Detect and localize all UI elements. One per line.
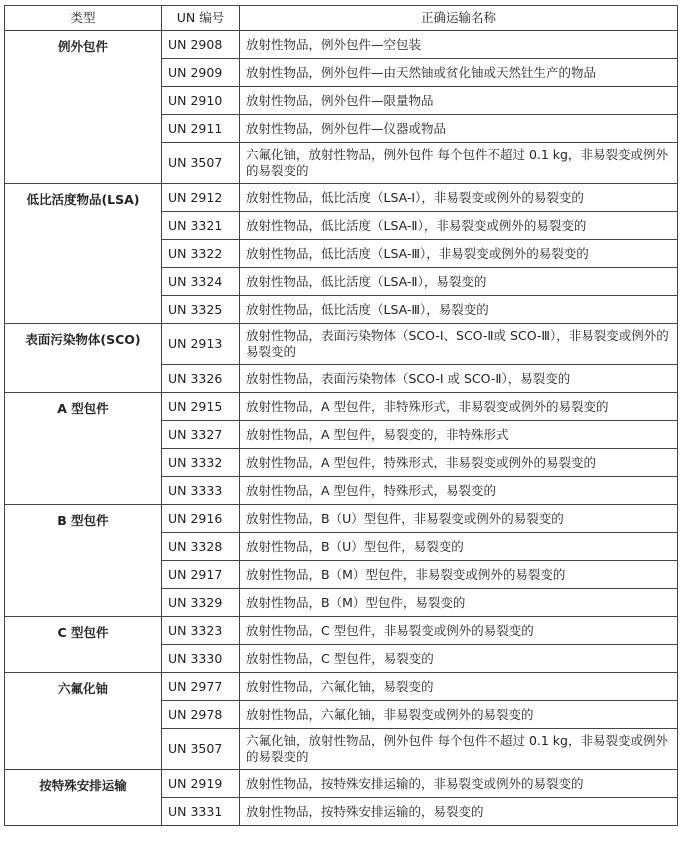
shipping-name-cell: 放射性物品，例外包件—空包装 bbox=[240, 31, 678, 59]
category-cell: B 型包件 bbox=[5, 505, 162, 617]
un-number-cell: UN 3326 bbox=[162, 365, 240, 393]
header-type: 类型 bbox=[5, 6, 162, 31]
table-row bbox=[5, 673, 678, 701]
shipping-name-cell: 放射性物品，低比活度（LSA-Ⅱ），非易裂变或例外的易裂变的 bbox=[240, 212, 678, 240]
un-number-cell: UN 3322 bbox=[162, 240, 240, 268]
table-body bbox=[5, 31, 678, 826]
shipping-name-cell: 放射性物品，A 型包件，易裂变的，非特殊形式 bbox=[240, 421, 678, 449]
un-number-cell: UN 2917 bbox=[162, 561, 240, 589]
shipping-name-cell: 放射性物品，B（U）型包件，非易裂变或例外的易裂变的 bbox=[240, 505, 678, 533]
shipping-name-cell: 放射性物品，例外包件—由天然铀或贫化铀或天然钍生产的物品 bbox=[240, 59, 678, 87]
shipping-name-cell: 放射性物品，表面污染物体（SCO-Ⅰ、SCO-Ⅱ或 SCO-Ⅲ），非易裂变或例外的易裂变的 bbox=[240, 324, 678, 365]
shipping-name-cell: 六氟化铀，放射性物品，例外包件 每个包件不超过 0.1 kg，非易裂变或例外的易裂变的 bbox=[240, 729, 678, 770]
shipping-name-cell: 放射性物品，A 型包件，非特殊形式，非易裂变或例外的易裂变的 bbox=[240, 393, 678, 421]
un-number-cell: UN 3507 bbox=[162, 143, 240, 184]
table-row bbox=[5, 184, 678, 212]
header-row bbox=[5, 6, 678, 31]
un-number-cell: UN 2916 bbox=[162, 505, 240, 533]
un-number-cell: UN 2909 bbox=[162, 59, 240, 87]
table-row bbox=[5, 31, 678, 59]
un-number-cell: UN 2913 bbox=[162, 324, 240, 365]
shipping-name-cell: 放射性物品，低比活度（LSA-Ⅱ），易裂变的 bbox=[240, 268, 678, 296]
shipping-name-cell: 放射性物品，B（M）型包件，非易裂变或例外的易裂变的 bbox=[240, 561, 678, 589]
shipping-name-cell: 放射性物品，按特殊安排运输的，非易裂变或例外的易裂变的 bbox=[240, 770, 678, 798]
category-cell: C 型包件 bbox=[5, 617, 162, 673]
category-cell: 低比活度物品(LSA) bbox=[5, 184, 162, 324]
table-row bbox=[5, 770, 678, 798]
shipping-name-cell: 放射性物品，A 型包件，特殊形式，易裂变的 bbox=[240, 477, 678, 505]
shipping-name-cell: 放射性物品，C 型包件，易裂变的 bbox=[240, 645, 678, 673]
un-number-cell: UN 2919 bbox=[162, 770, 240, 798]
table-row bbox=[5, 505, 678, 533]
shipping-name-cell: 放射性物品，按特殊安排运输的，易裂变的 bbox=[240, 798, 678, 826]
un-number-cell: UN 3325 bbox=[162, 296, 240, 324]
un-number-cell: UN 3507 bbox=[162, 729, 240, 770]
un-number-cell: UN 2911 bbox=[162, 115, 240, 143]
shipping-name-cell: 放射性物品，低比活度（LSA-Ⅰ），非易裂变或例外的易裂变的 bbox=[240, 184, 678, 212]
un-number-table bbox=[4, 5, 678, 826]
shipping-name-cell: 放射性物品，低比活度（LSA-Ⅲ），易裂变的 bbox=[240, 296, 678, 324]
un-number-cell: UN 2910 bbox=[162, 87, 240, 115]
un-number-cell: UN 3327 bbox=[162, 421, 240, 449]
shipping-name-cell: 放射性物品，B（M）型包件，易裂变的 bbox=[240, 589, 678, 617]
category-cell: A 型包件 bbox=[5, 393, 162, 505]
shipping-name-cell: 六氟化铀，放射性物品，例外包件 每个包件不超过 0.1 kg，非易裂变或例外的易裂变的 bbox=[240, 143, 678, 184]
table-row bbox=[5, 617, 678, 645]
un-number-cell: UN 2908 bbox=[162, 31, 240, 59]
category-cell: 六氟化铀 bbox=[5, 673, 162, 770]
shipping-name-cell: 放射性物品，例外包件—仪器或物品 bbox=[240, 115, 678, 143]
shipping-name-cell: 放射性物品，A 型包件，特殊形式，非易裂变或例外的易裂变的 bbox=[240, 449, 678, 477]
un-number-cell: UN 3330 bbox=[162, 645, 240, 673]
header-shipping-name: 正确运输名称 bbox=[240, 6, 678, 31]
un-number-cell: UN 2915 bbox=[162, 393, 240, 421]
un-number-cell: UN 3323 bbox=[162, 617, 240, 645]
un-number-cell: UN 3329 bbox=[162, 589, 240, 617]
un-number-cell: UN 3321 bbox=[162, 212, 240, 240]
table-row bbox=[5, 393, 678, 421]
shipping-name-cell: 放射性物品，C 型包件，非易裂变或例外的易裂变的 bbox=[240, 617, 678, 645]
un-number-cell: UN 3332 bbox=[162, 449, 240, 477]
shipping-name-cell: 放射性物品，低比活度（LSA-Ⅲ），非易裂变或例外的易裂变的 bbox=[240, 240, 678, 268]
shipping-name-cell: 放射性物品，六氟化铀，非易裂变或例外的易裂变的 bbox=[240, 701, 678, 729]
shipping-name-cell: 放射性物品，六氟化铀，易裂变的 bbox=[240, 673, 678, 701]
un-number-cell: UN 2912 bbox=[162, 184, 240, 212]
shipping-name-cell: 放射性物品，例外包件—限量物品 bbox=[240, 87, 678, 115]
category-cell: 表面污染物体(SCO) bbox=[5, 324, 162, 393]
un-number-cell: UN 3331 bbox=[162, 798, 240, 826]
header-un-number: UN 编号 bbox=[162, 6, 240, 31]
table-row bbox=[5, 324, 678, 365]
un-number-cell: UN 2977 bbox=[162, 673, 240, 701]
un-number-cell: UN 2978 bbox=[162, 701, 240, 729]
un-number-cell: UN 3328 bbox=[162, 533, 240, 561]
category-cell: 例外包件 bbox=[5, 31, 162, 184]
category-cell: 按特殊安排运输 bbox=[5, 770, 162, 826]
un-number-cell: UN 3324 bbox=[162, 268, 240, 296]
shipping-name-cell: 放射性物品，表面污染物体（SCO-Ⅰ 或 SCO-Ⅱ），易裂变的 bbox=[240, 365, 678, 393]
un-number-cell: UN 3333 bbox=[162, 477, 240, 505]
shipping-name-cell: 放射性物品，B（U）型包件，易裂变的 bbox=[240, 533, 678, 561]
